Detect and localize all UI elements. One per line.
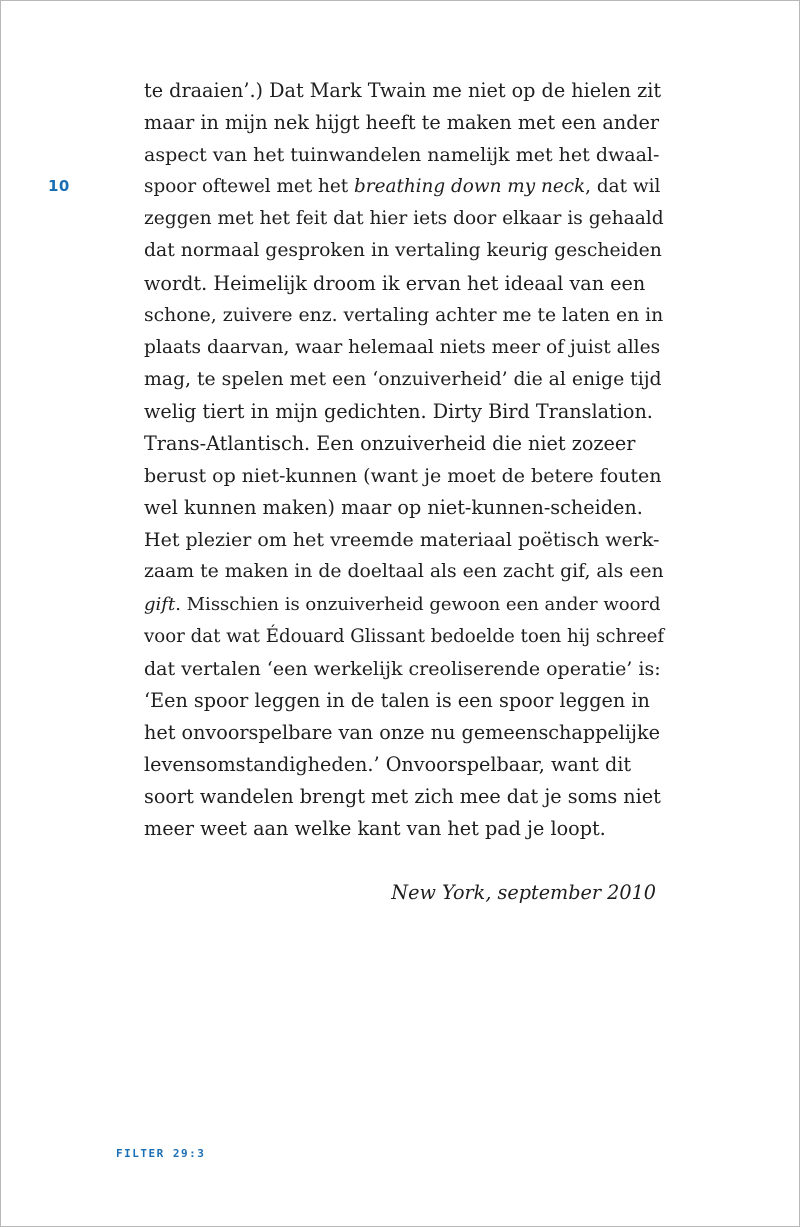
text-line xyxy=(144,589,664,621)
text-line: zeggen met het feit dat hier iets door elkaar is gehaald xyxy=(144,208,664,230)
journal-footer: FILTER 29:3 xyxy=(116,1147,206,1160)
text-segment: spoor oftewel met het xyxy=(144,176,355,198)
italic-phrase: breathing down my neck xyxy=(354,176,586,198)
italic-phrase: gift xyxy=(144,593,176,615)
text-line: wordt. Heimelijk droom ik ervan het ideaal van een xyxy=(144,271,646,295)
text-line: Het plezier om het vreemde materiaal poëtisch werk- xyxy=(144,529,660,552)
text-line xyxy=(144,171,664,203)
text-line: wel kunnen maken) maar op niet-kunnen-scheiden. xyxy=(144,496,643,520)
text-line: soort wandelen brengt met zich mee dat je soms niet xyxy=(144,785,661,809)
text-segment: . Misschien is onzuiverheid gewoon een ander woord xyxy=(175,593,661,615)
text-line: Trans-Atlantisch. Een onzuiverheid die niet zozeer xyxy=(144,432,636,456)
text-line: te draaien’.) Dat Mark Twain me niet op de hielen zit xyxy=(144,79,662,102)
essay-body xyxy=(144,75,664,845)
place-date-signature: New York, september 2010 xyxy=(391,881,656,904)
text-line: plaats daarvan, waar helemaal niets meer of juist alles xyxy=(144,336,661,358)
text-line: voor dat wat Édouard Glissant bedoelde toen hij schreef xyxy=(144,625,665,647)
text-line: ‘Een spoor leggen in de talen is een spoor leggen in xyxy=(144,688,650,712)
text-line: schone, zuivere enz. vertaling achter me te laten en in xyxy=(144,304,664,326)
text-line: meer weet aan welke kant van het pad je loopt. xyxy=(144,817,606,841)
text-line: berust op niet-kunnen (want je moet de betere fouten xyxy=(144,465,662,488)
text-line: dat vertalen ‘een werkelijk creoliserende operatie’ is: xyxy=(144,657,661,680)
text-segment: , dat wil xyxy=(585,176,661,198)
text-line: zaam te maken in de doeltaal als een zacht gif, als een xyxy=(144,561,664,583)
page-number: 10 xyxy=(48,177,70,195)
text-line: levensomstandigheden.’ Onvoorspelbaar, want dit xyxy=(144,752,632,776)
text-line: aspect van het tuinwandelen namelijk met het dwaal- xyxy=(144,144,660,167)
text-line: het onvoorspelbare van onze nu gemeenschappelijke xyxy=(144,720,660,744)
text-line: mag, te spelen met een ‘onzuiverheid’ die al enige tijd xyxy=(144,368,662,390)
text-line: welig tiert in mijn gedichten. Dirty Bird Translation. xyxy=(144,399,653,423)
text-line: maar in mijn nek hijgt heeft te maken met een ander xyxy=(144,111,659,135)
text-line: dat normaal gesproken in vertaling keurig gescheiden xyxy=(144,240,662,262)
